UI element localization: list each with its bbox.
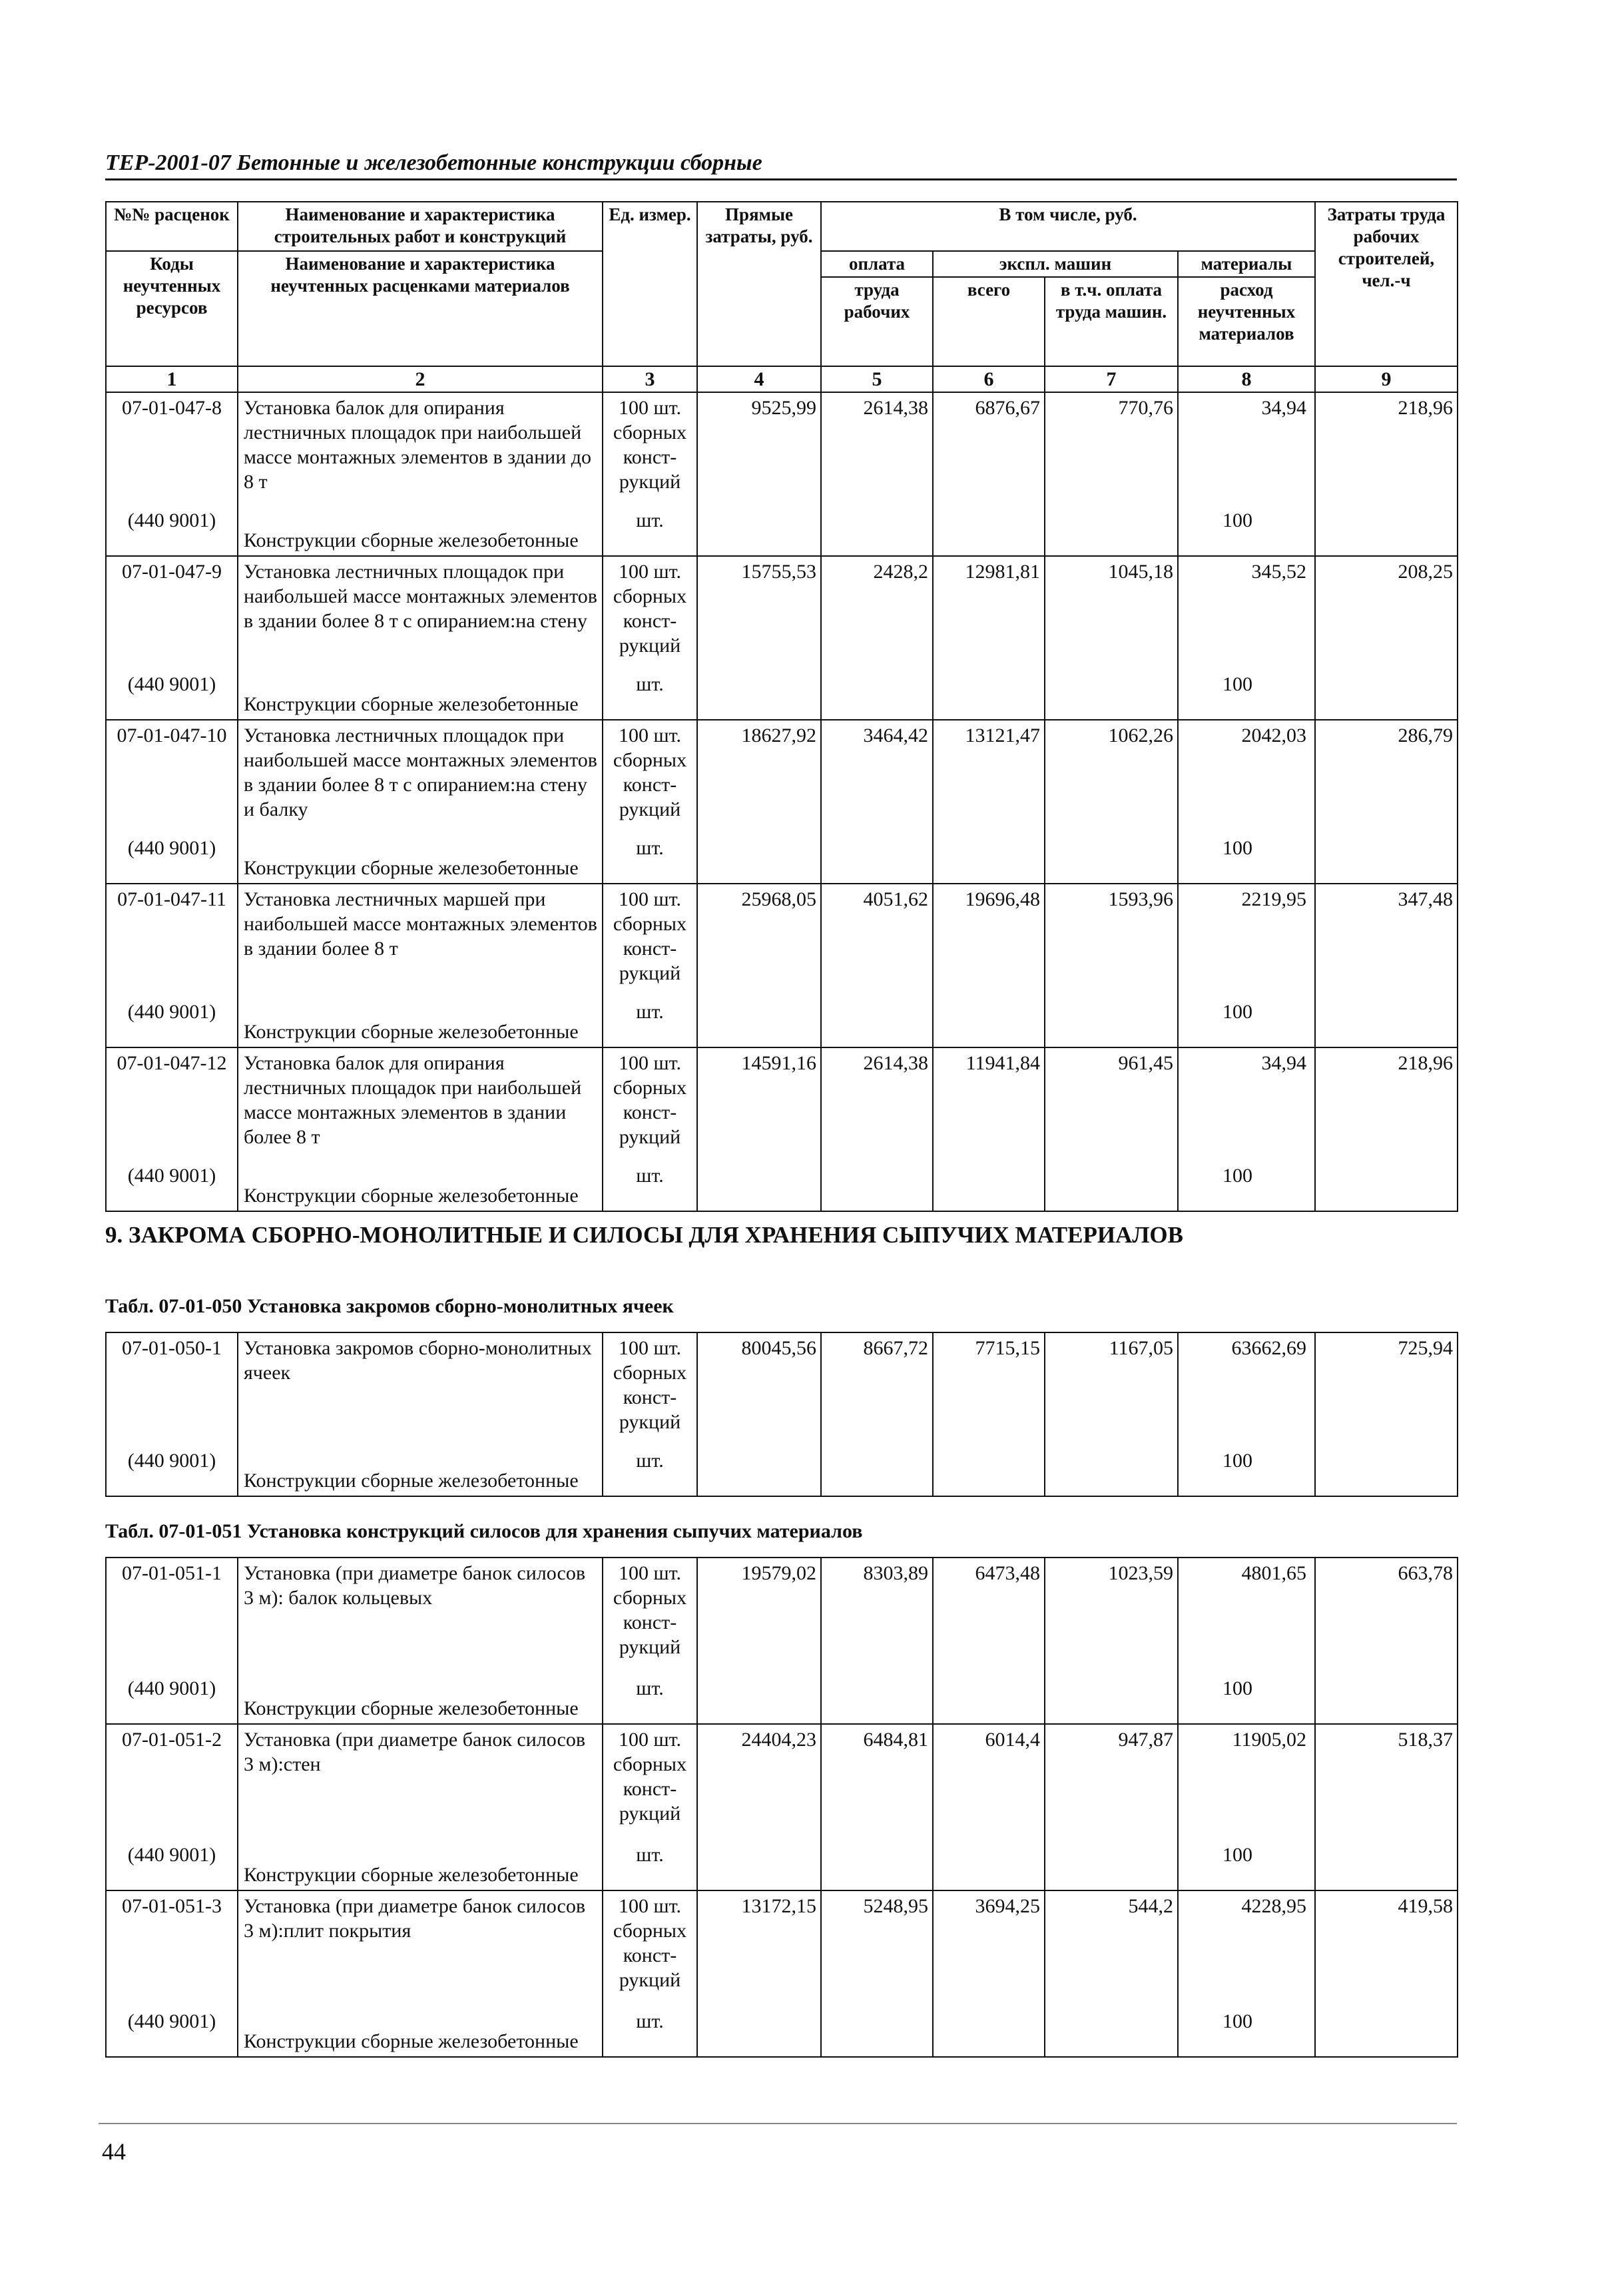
rate-code-cell bbox=[106, 884, 238, 1047]
page-header-title: ТЕР-2001-07 Бетонные и железобетонные конструкции сборные bbox=[105, 150, 1457, 180]
resource-unit: шт. bbox=[636, 509, 664, 531]
materials-cell bbox=[1178, 392, 1315, 556]
work-name: Установка лестничных площадок при наибольшей массе монтажных элементов в здании более 8 т с опиранием:на стену bbox=[244, 561, 597, 632]
rate-code-cell bbox=[106, 1332, 238, 1496]
table-050-title: Табл. 07-01-050 Установка закромов сборно-монолитных ячеек bbox=[105, 1295, 674, 1317]
materials: 34,94 bbox=[1261, 397, 1306, 419]
rate-entry-row bbox=[106, 1724, 1458, 1890]
machines-total: 6014,4 bbox=[933, 1724, 1045, 1890]
machine-labor-pay: 544,2 bbox=[1045, 1890, 1178, 2057]
machines-total: 13121,47 bbox=[933, 720, 1045, 884]
work-name: Установка лестничных маршей при наибольшей массе монтажных элементов в здании более 8 т bbox=[244, 888, 597, 960]
labor-pay: 4051,62 bbox=[821, 884, 933, 1047]
header-unit: Ед. измер. bbox=[603, 202, 697, 366]
materials: 11905,02 bbox=[1232, 1729, 1306, 1751]
rate-code-cell bbox=[106, 1558, 238, 1724]
column-number: 2 bbox=[238, 366, 603, 392]
resource-code: (440 9001) bbox=[127, 1165, 216, 1187]
machine-labor-pay: 1023,59 bbox=[1045, 1558, 1178, 1724]
resource-unit: шт. bbox=[636, 2010, 664, 2032]
resource-quantity: 100 bbox=[1222, 509, 1252, 531]
resource-code: (440 9001) bbox=[127, 1450, 216, 1472]
rate-entry-row bbox=[106, 720, 1458, 884]
header-group: В том числе, руб. bbox=[821, 202, 1315, 251]
materials: 2219,95 bbox=[1241, 888, 1306, 910]
work-name-cell bbox=[238, 1890, 603, 2057]
work-name: Установка (при диаметре банок силосов 3 м):стен bbox=[244, 1729, 586, 1775]
header-machines-total: всего bbox=[933, 277, 1045, 366]
header-resource-names: Наименование и характеристика неучтенных расценками материалов bbox=[238, 251, 603, 366]
labor-pay: 6484,81 bbox=[821, 1724, 933, 1890]
rate-entry-row bbox=[106, 556, 1458, 720]
rate-code-cell bbox=[106, 720, 238, 884]
work-name-cell bbox=[238, 392, 603, 556]
work-name-cell bbox=[238, 1558, 603, 1724]
work-name-cell bbox=[238, 1724, 603, 1890]
rate-entry-row bbox=[106, 884, 1458, 1047]
direct-costs: 18627,92 bbox=[697, 720, 821, 884]
labor-pay: 2428,2 bbox=[821, 556, 933, 720]
resource-name: Конструкции сборные железобетонные bbox=[244, 1021, 579, 1043]
unit: 100 шт. сборных конст-рукций bbox=[613, 397, 687, 493]
work-name: Установка лестничных площадок при наибольшей массе монтажных элементов в здании более 8 т с опиранием:на стену и балку bbox=[244, 724, 597, 820]
rates-table-051 bbox=[105, 1557, 1458, 2058]
resource-code: (440 9001) bbox=[127, 1001, 216, 1023]
column-number: 6 bbox=[933, 366, 1045, 392]
direct-costs: 9525,99 bbox=[697, 392, 821, 556]
unit: 100 шт. сборных конст-рукций bbox=[613, 888, 687, 984]
machine-labor-pay: 947,87 bbox=[1045, 1724, 1178, 1890]
materials: 34,94 bbox=[1261, 1052, 1306, 1074]
resource-name: Конструкции сборные железобетонные bbox=[244, 2030, 579, 2052]
resource-quantity: 100 bbox=[1222, 1001, 1252, 1023]
machines-total: 12981,81 bbox=[933, 556, 1045, 720]
work-name-cell bbox=[238, 720, 603, 884]
labor-pay: 5248,95 bbox=[821, 1890, 933, 2057]
direct-costs: 19579,02 bbox=[697, 1558, 821, 1724]
column-number: 3 bbox=[603, 366, 697, 392]
machines-total: 19696,48 bbox=[933, 884, 1045, 1047]
work-name: Установка (при диаметре банок силосов 3 м): балок кольцевых bbox=[244, 1562, 586, 1609]
machine-labor-pay: 1062,26 bbox=[1045, 720, 1178, 884]
direct-costs: 24404,23 bbox=[697, 1724, 821, 1890]
resource-code: (440 9001) bbox=[127, 509, 216, 531]
work-name: Установка (при диаметре банок силосов 3 м):плит покрытия bbox=[244, 1895, 586, 1942]
rates-table-050 bbox=[105, 1332, 1458, 1497]
resource-quantity: 100 bbox=[1222, 1450, 1252, 1472]
direct-costs: 14591,16 bbox=[697, 1047, 821, 1211]
work-name: Установка закромов сборно-монолитных ячеек bbox=[244, 1337, 592, 1384]
column-number: 1 bbox=[106, 366, 238, 392]
resource-name: Конструкции сборные железобетонные bbox=[244, 693, 579, 715]
labor-pay: 3464,42 bbox=[821, 720, 933, 884]
unit: 100 шт. сборных конст-рукций bbox=[613, 561, 687, 657]
materials-cell bbox=[1178, 884, 1315, 1047]
unit-cell bbox=[603, 1558, 697, 1724]
header-labor-hours: Затраты труда рабочих строителей, чел.-ч bbox=[1315, 202, 1458, 366]
machine-labor-pay: 961,45 bbox=[1045, 1047, 1178, 1211]
labor-hours: 347,48 bbox=[1315, 884, 1458, 1047]
resource-name: Конструкции сборные железобетонные bbox=[244, 857, 579, 879]
labor-pay: 2614,38 bbox=[821, 392, 933, 556]
direct-costs: 13172,15 bbox=[697, 1890, 821, 2057]
header-labor-pay: труда рабочих bbox=[821, 277, 933, 366]
machines-total: 6473,48 bbox=[933, 1558, 1045, 1724]
column-number: 5 bbox=[821, 366, 933, 392]
column-numbers-row bbox=[106, 366, 1458, 392]
labor-hours: 419,58 bbox=[1315, 1890, 1458, 2057]
machines-total: 6876,67 bbox=[933, 392, 1045, 556]
unit: 100 шт. сборных конст-рукций bbox=[613, 1895, 687, 1991]
machines-total: 11941,84 bbox=[933, 1047, 1045, 1211]
section-9-title: 9. ЗАКРОМА СБОРНО-МОНОЛИТНЫЕ И СИЛОСЫ ДЛЯ ХРАНЕНИЯ СЫПУЧИХ МАТЕРИАЛОВ bbox=[105, 1222, 1183, 1248]
resource-code: (440 9001) bbox=[127, 673, 216, 695]
unit: 100 шт. сборных конст-рукций bbox=[613, 1729, 687, 1825]
header-materials: материалы bbox=[1178, 251, 1315, 277]
unit: 100 шт. сборных конст-рукций bbox=[613, 1562, 687, 1658]
rate-code-cell bbox=[106, 1724, 238, 1890]
work-name: Установка балок для опирания лестничных площадок при наибольшей массе монтажных элементов в здании до 8 т bbox=[244, 397, 592, 493]
resource-quantity: 100 bbox=[1222, 1677, 1252, 1699]
unit: 100 шт. сборных конст-рукций bbox=[613, 1337, 687, 1433]
direct-costs: 25968,05 bbox=[697, 884, 821, 1047]
materials: 4801,65 bbox=[1241, 1562, 1306, 1584]
labor-pay: 8667,72 bbox=[821, 1332, 933, 1496]
rate-code: 07-01-051-2 bbox=[122, 1729, 222, 1751]
machines-total: 3694,25 bbox=[933, 1890, 1045, 2057]
unit-cell bbox=[603, 1724, 697, 1890]
resource-name: Конструкции сборные железобетонные bbox=[244, 1697, 579, 1719]
resource-unit: шт. bbox=[636, 673, 664, 695]
unit: 100 шт. сборных конст-рукций bbox=[613, 1052, 687, 1148]
resource-code: (440 9001) bbox=[127, 1844, 216, 1866]
header-code: №№ расценок bbox=[106, 202, 238, 251]
rate-code: 07-01-047-9 bbox=[122, 561, 222, 583]
materials-cell bbox=[1178, 1332, 1315, 1496]
resource-quantity: 100 bbox=[1222, 2010, 1252, 2032]
table-051-title: Табл. 07-01-051 Установка конструкций силосов для хранения сыпучих материалов bbox=[105, 1520, 863, 1542]
column-number: 9 bbox=[1315, 366, 1458, 392]
resource-code: (440 9001) bbox=[127, 1677, 216, 1699]
header-material-usage: расход неучтенных материалов bbox=[1178, 277, 1315, 366]
rate-entry-row bbox=[106, 1558, 1458, 1724]
materials: 63662,69 bbox=[1231, 1337, 1306, 1359]
header-direct-costs: Прямые затраты, руб. bbox=[697, 202, 821, 366]
resource-quantity: 100 bbox=[1222, 1165, 1252, 1187]
resource-quantity: 100 bbox=[1222, 1844, 1252, 1866]
machine-labor-pay: 1045,18 bbox=[1045, 556, 1178, 720]
page-number: 44 bbox=[102, 2138, 126, 2165]
labor-hours: 208,25 bbox=[1315, 556, 1458, 720]
resource-name: Конструкции сборные железобетонные bbox=[244, 1185, 579, 1207]
work-name-cell bbox=[238, 556, 603, 720]
rate-code-cell bbox=[106, 1890, 238, 2057]
work-name-cell bbox=[238, 1047, 603, 1211]
rate-code-cell bbox=[106, 556, 238, 720]
column-number: 4 bbox=[697, 366, 821, 392]
materials: 345,52 bbox=[1251, 561, 1306, 583]
work-name-cell bbox=[238, 884, 603, 1047]
labor-pay: 8303,89 bbox=[821, 1558, 933, 1724]
labor-hours: 218,96 bbox=[1315, 1047, 1458, 1211]
direct-costs: 15755,53 bbox=[697, 556, 821, 720]
rate-code-cell bbox=[106, 392, 238, 556]
rate-code: 07-01-047-12 bbox=[117, 1052, 227, 1074]
machine-labor-pay: 1593,96 bbox=[1045, 884, 1178, 1047]
materials-cell bbox=[1178, 556, 1315, 720]
resource-unit: шт. bbox=[636, 837, 664, 859]
rate-entry-row bbox=[106, 1047, 1458, 1211]
rate-code: 07-01-047-10 bbox=[117, 724, 227, 746]
column-number: 7 bbox=[1045, 366, 1178, 392]
work-name-cell bbox=[238, 1332, 603, 1496]
unit-cell bbox=[603, 884, 697, 1047]
unit-cell bbox=[603, 1047, 697, 1211]
header-resource-codes: Коды неучтенных ресурсов bbox=[106, 251, 238, 366]
machines-total: 7715,15 bbox=[933, 1332, 1045, 1496]
resource-name: Конструкции сборные железобетонные bbox=[244, 1470, 579, 1492]
unit-cell bbox=[603, 1332, 697, 1496]
rate-code: 07-01-047-8 bbox=[122, 397, 222, 419]
rate-code-cell bbox=[106, 1047, 238, 1211]
materials-cell bbox=[1178, 1047, 1315, 1211]
rate-code: 07-01-050-1 bbox=[122, 1337, 222, 1359]
rate-entry-row bbox=[106, 392, 1458, 556]
resource-quantity: 100 bbox=[1222, 837, 1252, 859]
machine-labor-pay: 1167,05 bbox=[1045, 1332, 1178, 1496]
resource-name: Конструкции сборные железобетонные bbox=[244, 1864, 579, 1886]
rate-code: 07-01-051-3 bbox=[122, 1895, 222, 1917]
labor-hours: 286,79 bbox=[1315, 720, 1458, 884]
resource-unit: шт. bbox=[636, 1001, 664, 1023]
rate-code: 07-01-051-1 bbox=[122, 1562, 222, 1584]
materials: 2042,03 bbox=[1241, 724, 1306, 746]
materials-cell bbox=[1178, 1890, 1315, 2057]
rates-table-047 bbox=[105, 201, 1458, 1212]
resource-quantity: 100 bbox=[1222, 673, 1252, 695]
header-machine-labor: в т.ч. оплата труда машин. bbox=[1045, 277, 1178, 366]
labor-hours: 518,37 bbox=[1315, 1724, 1458, 1890]
resource-unit: шт. bbox=[636, 1450, 664, 1472]
work-name: Установка балок для опирания лестничных площадок при наибольшей массе монтажных элементов в здании более 8 т bbox=[244, 1052, 582, 1148]
labor-pay: 2614,38 bbox=[821, 1047, 933, 1211]
materials-cell bbox=[1178, 1558, 1315, 1724]
materials-cell bbox=[1178, 720, 1315, 884]
resource-name: Конструкции сборные железобетонные bbox=[244, 529, 579, 551]
labor-hours: 218,96 bbox=[1315, 392, 1458, 556]
unit-cell bbox=[603, 392, 697, 556]
header-name: Наименование и характеристика строительных работ и конструкций bbox=[238, 202, 603, 251]
resource-code: (440 9001) bbox=[127, 837, 216, 859]
unit: 100 шт. сборных конст-рукций bbox=[613, 724, 687, 820]
header-labor-pay-top: оплата bbox=[821, 251, 933, 277]
rate-entry-row bbox=[106, 1332, 1458, 1496]
column-number: 8 bbox=[1178, 366, 1315, 392]
materials: 4228,95 bbox=[1241, 1895, 1306, 1917]
materials-cell bbox=[1178, 1724, 1315, 1890]
labor-hours: 663,78 bbox=[1315, 1558, 1458, 1724]
resource-code: (440 9001) bbox=[127, 2010, 216, 2032]
footer-rule bbox=[99, 2123, 1457, 2124]
resource-unit: шт. bbox=[636, 1844, 664, 1866]
resource-unit: шт. bbox=[636, 1165, 664, 1187]
rate-entry-row bbox=[106, 1890, 1458, 2057]
direct-costs: 80045,56 bbox=[697, 1332, 821, 1496]
machine-labor-pay: 770,76 bbox=[1045, 392, 1178, 556]
header-machines: экспл. машин bbox=[933, 251, 1178, 277]
resource-unit: шт. bbox=[636, 1677, 664, 1699]
unit-cell bbox=[603, 1890, 697, 2057]
labor-hours: 725,94 bbox=[1315, 1332, 1458, 1496]
unit-cell bbox=[603, 720, 697, 884]
rate-code: 07-01-047-11 bbox=[117, 888, 226, 910]
unit-cell bbox=[603, 556, 697, 720]
